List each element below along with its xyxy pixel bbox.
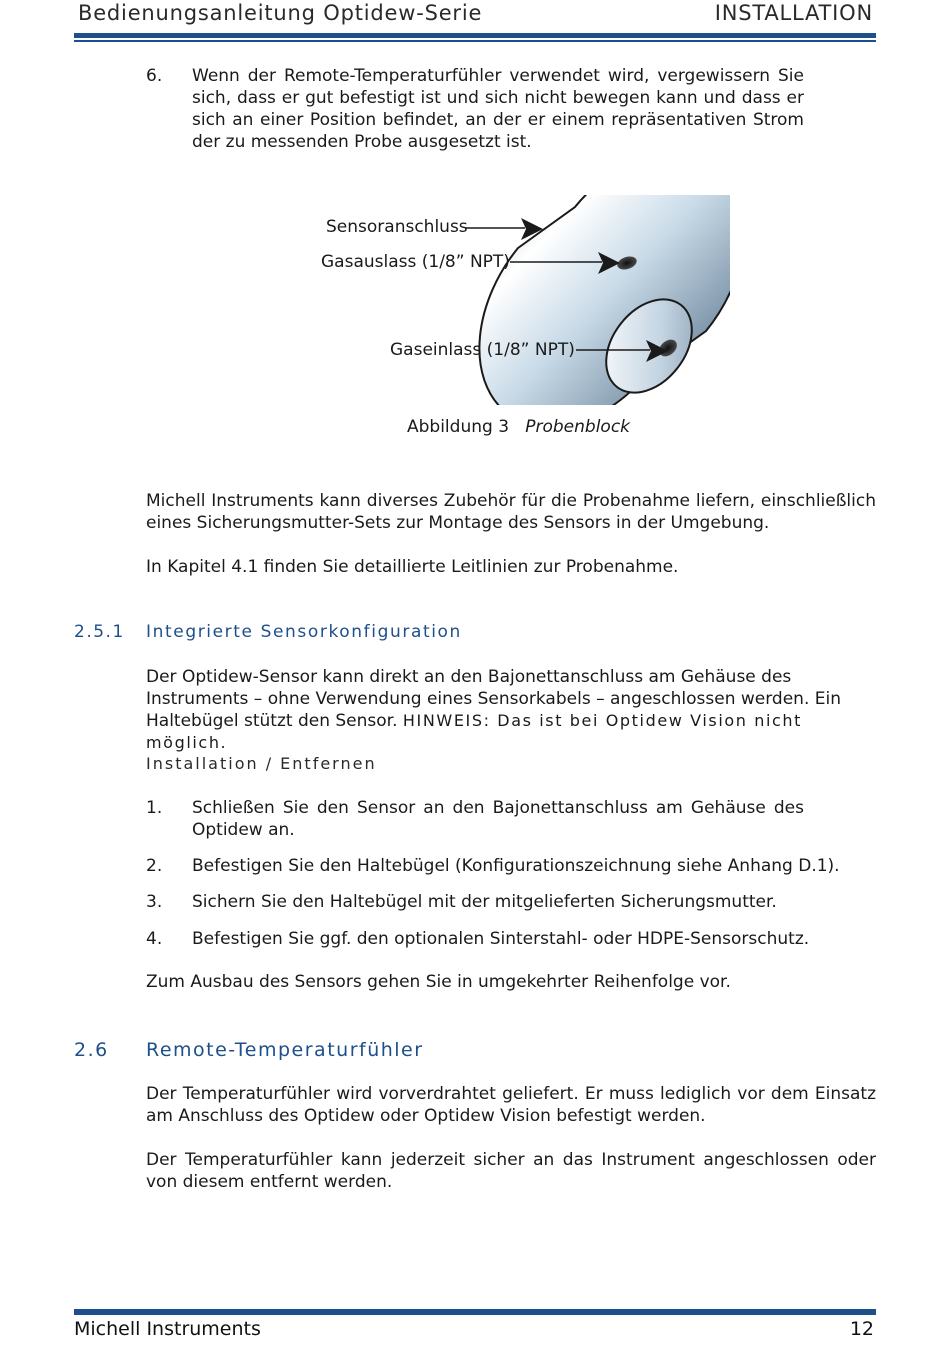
accessories-paragraph: Michell Instruments kann diverses Zubehör für die Probenahme liefern, einschließlich eines Sicherungsmutter-Sets zur Montage des Sensors in der Umgebung. xyxy=(146,491,876,533)
item-6-number: 6. xyxy=(146,66,163,86)
step-1-number: 1. xyxy=(146,798,163,818)
footer-rule xyxy=(74,1309,876,1315)
figure-caption xyxy=(407,417,630,437)
section-2-6-paragraph-2: Der Temperaturfühler kann jederzeit sicher an das Instrument angeschlossen oder von diesem entfernt werden. xyxy=(146,1150,876,1192)
header-section: INSTALLATION xyxy=(714,1,873,25)
step-4-text: Befestigen Sie ggf. den optionalen Sinterstahl- oder HDPE-Sensorschutz. xyxy=(192,929,810,949)
section-2-6-number: 2.6 xyxy=(74,1039,109,1061)
removal-paragraph: Zum Ausbau des Sensors gehen Sie in umgekehrter Reihenfolge vor. xyxy=(146,972,731,992)
step-3-text: Sichern Sie den Haltebügel mit der mitgelieferten Sicherungsmutter. xyxy=(192,892,777,912)
item-6-text: Wenn der Remote-Temperaturfühler verwendet wird, vergewissern Sie sich, dass er gut befestigt ist und sich nicht bewegen kann und dass er sich an einer Position befindet, an der er einem repräsentativen Strom der zu messenden Probe ausgesetzt ist. xyxy=(192,66,804,152)
section-2-5-1-title: Integrierte Sensorkonfiguration xyxy=(146,622,462,642)
section-2-5-1-paragraph xyxy=(146,666,876,754)
sensor-port-arrow xyxy=(465,218,543,240)
step-2-text: Befestigen Sie den Haltebügel (Konfigurationszeichnung siehe Anhang D.1). xyxy=(192,856,840,876)
cylinder-body xyxy=(479,195,730,405)
header-title: Bedienungsanleitung Optidew-Serie xyxy=(78,1,483,25)
footer-company: Michell Instruments xyxy=(74,1318,261,1340)
header-rule-thin xyxy=(74,40,876,42)
section-2-6-title: Remote-Temperaturfühler xyxy=(146,1039,424,1061)
label-gas-inlet: Gaseinlass (1/8” NPT) xyxy=(390,340,575,360)
step-4-number: 4. xyxy=(146,929,163,949)
step-2-number: 2. xyxy=(146,856,163,876)
section-2-5-1-note: HINWEIS: Das ist bei Optidew Vision nicht möglich. xyxy=(146,711,802,752)
header-rule-thick xyxy=(74,33,876,38)
label-gas-outlet: Gasauslass (1/8” NPT) xyxy=(321,252,510,272)
figure-caption-prefix: Abbildung 3 xyxy=(407,417,510,437)
chapter-reference-paragraph: In Kapitel 4.1 finden Sie detaillierte Leitlinien zur Probenahme. xyxy=(146,557,679,577)
step-3-number: 3. xyxy=(146,892,163,912)
section-2-5-1-number: 2.5.1 xyxy=(74,622,125,642)
footer-page-number: 12 xyxy=(849,1318,874,1340)
step-1-text: Schließen Sie den Sensor an den Bajonettanschluss am Gehäuse des Optidew an. xyxy=(192,798,804,840)
section-2-6-paragraph-1: Der Temperaturfühler wird vorverdrahtet geliefert. Er muss lediglich vor dem Einsatz am Anschluss des Optidew oder Optidew Vision befestigt werden. xyxy=(146,1084,876,1126)
figure-caption-title: Probenblock xyxy=(525,417,631,437)
label-sensor-port: Sensoranschluss xyxy=(326,217,468,237)
installation-subheading: Installation / Entfernen xyxy=(146,754,377,773)
section-2-5-1-text: Der Optidew-Sensor kann direkt an den Bajonettanschluss am Gehäuse des Instruments – ohne Verwendung eines Sensorkabels – angeschlossen werden. Ein Haltebügel stützt den Sensor. xyxy=(146,667,842,731)
